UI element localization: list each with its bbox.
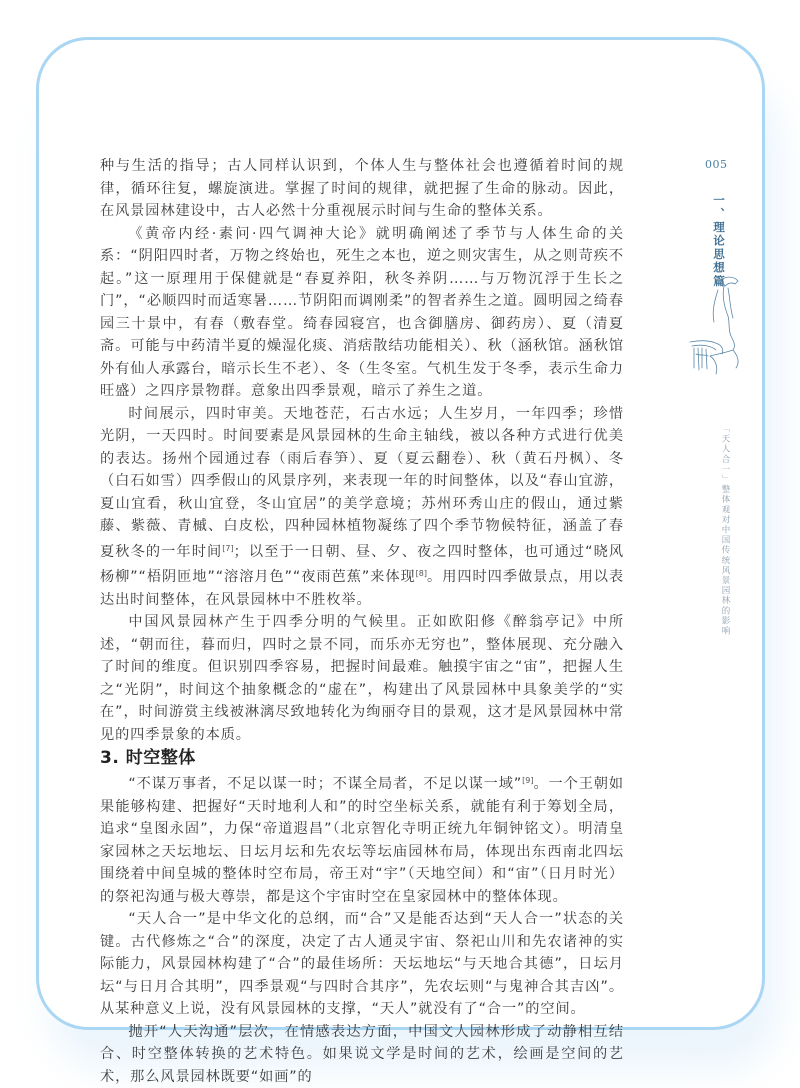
paragraph: 种与生活的指导；古人同样认识到，个体人生与整体社会也遵循着时间的规律，循环往复，螺旋演进。掌握了时间的规律，就把握了生命的脉动。因此，在风景园林建设中，古人必然十分重视展示时间与生命的整体关系。 bbox=[100, 155, 624, 223]
paragraph-text: 。用四时四季做景点，用以表达出时间整体，在风景园林中不胜枚举。 bbox=[100, 569, 624, 608]
book-title-vertical: 「天人合一」整体观对中国传统风景园林的影响 bbox=[719, 424, 731, 636]
paragraph-text: 时间展示，四时审美。天地苍茫，石古水远；人生岁月，一年四季；珍惜光阴，一天四时。时间要素是风景园林的生命主轴线，被以各种方式进行优美的表达。扬州个园通过春（雨后春笋）、夏（夏云翻卷）、秋（黄石丹枫）、冬（白石如雪）四季假山的风景序列，来表现一年的时间整体，以及“春山宜游，夏山宜看，秋山宜登，冬山宜居”的美学意境；苏州环秀山庄的假山，通过紫藤、紫薇、青槭、白皮松，四种园林植物凝练了四个季节物候特征，涵盖了春夏秋冬的一年时间 bbox=[100, 406, 624, 560]
body-text bbox=[100, 155, 624, 1088]
footnote-ref-9[interactable]: [9] bbox=[522, 776, 533, 785]
paragraph: 抛开“人天沟通”层次，在情感表达方面，中国文人园林形成了动静相互结合、时空整体转换的艺术特色。如果说文学是时间的艺术，绘画是空间的艺术，那么风景园林既要“如画”的 bbox=[100, 1021, 624, 1088]
footnote-ref-7[interactable]: [7] bbox=[222, 544, 233, 553]
page-number: 005 bbox=[705, 158, 728, 171]
section-heading: 3. 时空整体 bbox=[100, 746, 624, 770]
paragraph-text: “不谋万事者，不足以谋一时；不谋全局者，不足以谋一域” bbox=[128, 776, 522, 792]
ink-sketch-icon bbox=[688, 272, 758, 382]
paragraph: 中国风景园林产生于四季分明的气候里。正如欧阳修《醉翁亭记》中所述，“朝而往，暮而归，四时之景不同，而乐亦无穷也”，整体展现、充分融入了时间的维度。但识别四季容易，把握时间最难。触摸宇宙之“宙”，把握人生之“光阴”，时间这个抽象概念的“虚在”，构建出了风景园林中具象美学的“实在”，时间游赏主线被淋漓尽致地转化为绚丽夺目的景观，这才是风景园林中常见的四季景象的本质。 bbox=[100, 611, 624, 746]
footnote-ref-8[interactable]: [8] bbox=[416, 569, 427, 578]
paragraph bbox=[100, 770, 624, 908]
paragraph-text: 。一个王朝如果能够构建、把握好“天时地利人和”的时空坐标关系，就能有利于筹划全局，追求“皇图永固”，力保“帝道遐昌”（北京智化寺明正统九年铜钟铭文）。明清皇家园林之天坛地坛、日坛月坛和先农坛等坛庙园林布局，体现出东西南北四坛围绕着中间皇城的整体时空布局，帝王对“宇”（天地空间）和“宙”（日月时光）的祭祀沟通与极大尊崇，都是这个宇宙时空在皇家园林中的整体体现。 bbox=[100, 776, 624, 905]
paragraph: 《黄帝内经·素问·四气调神大论》就明确阐述了季节与人体生命的关系：“阴阳四时者，万物之终始也，死生之本也，逆之则灾害生，从之则苛疾不起。”这一原理用于保健就是“春夏养阳，秋冬养阴……与万物沉浮于生长之门”，“必顺四时而适寒暑……节阴阳而调刚柔”的智者养生之道。圆明园之绮春园三十景中，有春（敷春堂。绮春园寝宫，也含御膳房、御药房）、夏（清夏斋。可能与中药清半夏的燥湿化痰、消痞散结功能相关）、秋（涵秋馆。涵秋馆外有仙人承露台，暗示长生不老）、冬（生冬室。气机生发于冬季，表示生命力旺盛）之四序景物群。意象出四季景观，暗示了养生之道。 bbox=[100, 223, 624, 403]
paragraph: “天人合一”是中华文化的总纲，而“合”又是能否达到“天人合一”状态的关键。古代修炼之“合”的深度，决定了古人通灵宇宙、祭祀山川和先农诸神的实际能力，风景园林构建了“合”的最佳场所：天坛地坛“与天地合其德”，日坛月坛“与日月合其明”，四季景观“与四时合其序”，先农坛则“与鬼神合其吉凶”。从某种意义上说，没有风景园林的支撑，“天人”就没有了“合一”的空间。 bbox=[100, 908, 624, 1021]
paragraph bbox=[100, 403, 624, 612]
section-title: 一、理论思想篇 bbox=[712, 194, 726, 289]
paragraph-text: ；以至于一日朝、昼、夕、夜之四时整体，也可通过“晓风杨柳”“梧阴匝地”“溶溶月色”“夜雨芭蕉”来体现 bbox=[100, 544, 624, 586]
